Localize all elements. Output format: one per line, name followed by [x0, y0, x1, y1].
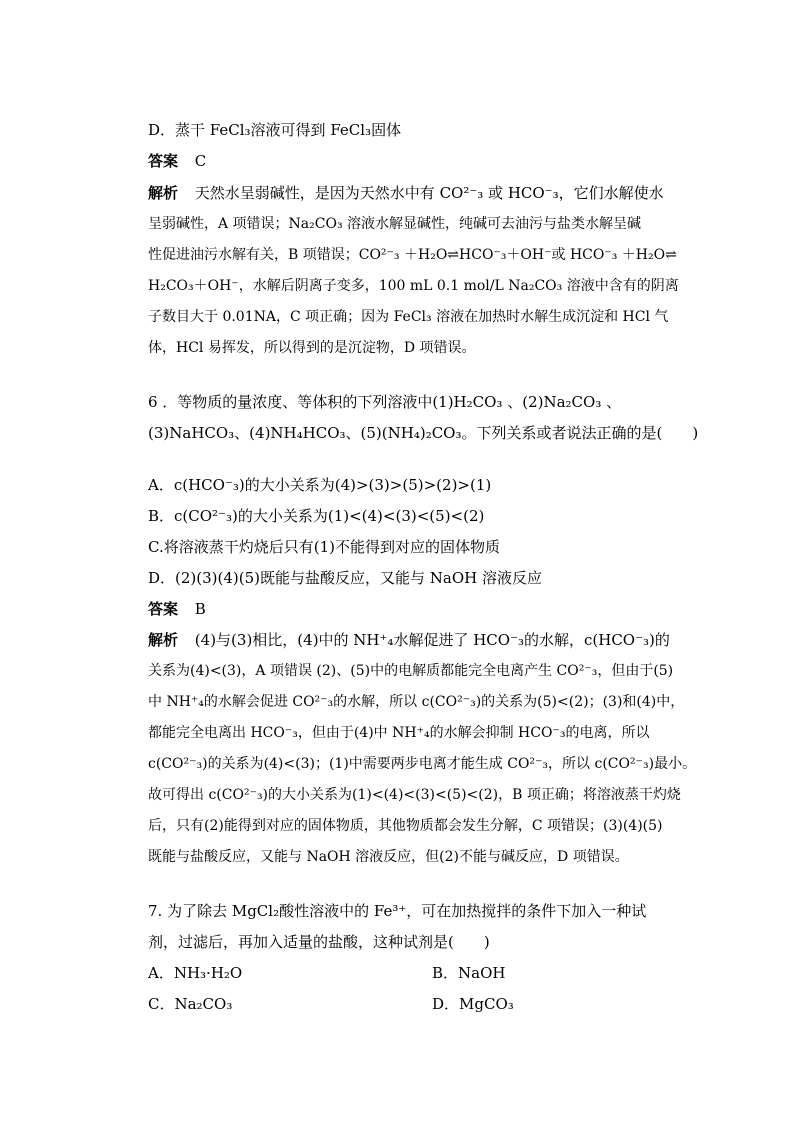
explanation-q6-line5: c(CO²⁻₃)的关系为(4)<(3)；(1)中需要两步电离才能生成 CO²⁻₃，所以 c(CO²⁻₃)最小。: [148, 756, 697, 772]
question-6-option-b: B．c(CO²⁻₃)的大小关系为(1)<(4)<(3)<(5)<(2): [148, 507, 485, 525]
question-7-option-b: B．NaOH: [432, 964, 506, 982]
explanation-text: 天然水呈弱碱性，是因为天然水中有 CO²⁻₃ 或 HCO⁻₃，它们水解使水: [194, 184, 664, 202]
answer-label: 答案: [148, 600, 179, 618]
explanation-q6-line4: 都能完全电离出 HCO⁻₃，但由于(4)中 NH⁺₄的水解会抑制 HCO⁻₃的电离，所以: [148, 725, 650, 741]
question-6-line2: (3)NaHCO₃、(4)NH₄HCO₃、(5)(NH₄)₂CO₃。下列关系或者说法正确的是( ): [148, 424, 699, 442]
answer-value: C: [194, 152, 207, 170]
question-7-option-d: D．MgCO₃: [432, 995, 514, 1013]
question-7-line1: 7. 为了除去 MgCl₂酸性溶液中的 Fe³⁺，可在加热搅拌的条件下加入一种试: [148, 902, 647, 920]
explanation-q5-line2: 呈弱碱性，A 项错误；Na₂CO₃ 溶液水解显碱性，纯碱可去油污与盐类水解呈碱: [148, 216, 642, 232]
explanation-q6-line3: 中 NH⁺₄的水解会促进 CO²⁻₃的水解，所以 c(CO²⁻₃)的关系为(5)<(2)；(3)和(4)中，: [148, 694, 685, 710]
question-6-line1: 6 ．等物质的量浓度、等体积的下列溶液中(1)H₂CO₃ 、(2)Na₂CO₃ 、: [148, 393, 622, 411]
explanation-q6-line1: [148, 630, 670, 650]
option-d-q5: D．蒸干 FeCl₃溶液可得到 FeCl₃固体: [148, 121, 402, 139]
explanation-q5-line6: 体，HCl 易挥发，所以得到的是沉淀物，D 项错误。: [148, 340, 476, 356]
answer-value: B: [194, 600, 206, 618]
question-7-option-a: A．NH₃·H₂O: [148, 964, 243, 982]
explanation-q5-line5: 子数目大于 0.01NA，C 项正确；因为 FeCl₃ 溶液在加热时水解生成沉淀和 HCl 气: [148, 309, 669, 325]
question-6-option-d: D．(2)(3)(4)(5)既能与盐酸反应，又能与 NaOH 溶液反应: [148, 569, 543, 587]
question-6-option-a: A．c(HCO⁻₃)的大小关系为(4)>(3)>(5)>(2)>(1): [148, 476, 492, 494]
question-6-option-c: C.将溶液蒸干灼烧后只有(1)不能得到对应的固体物质: [148, 538, 500, 556]
explanation-q5-line1: [148, 183, 664, 203]
explanation-text: (4)与(3)相比，(4)中的 NH⁺₄水解促进了 HCO⁻₃的水解，c(HCO⁻₃)的: [194, 631, 670, 649]
answer-label: 答案: [148, 152, 179, 170]
explanation-q6-line2: 关系为(4)<(3)，A 项错误 (2)、(5)中的电解质都能完全电离产生 CO²⁻₃，但由于(5): [148, 663, 674, 679]
explanation-q6-line6: 故可得出 c(CO²⁻₃)的大小关系为(1)<(4)<(3)<(5)<(2)，B 项正确；将溶液蒸干灼烧: [148, 787, 681, 803]
answer-q6: [148, 599, 206, 619]
explanation-label: 解析: [148, 631, 179, 649]
explanation-q5-line4: H₂CO₃＋OH⁻，水解后阴离子变多，100 mL 0.1 mol/L Na₂CO₃ 溶液中含有的阴离: [148, 278, 679, 294]
question-7-line2: 剂，过滤后，再加入适量的盐酸，这种试剂是( ): [148, 933, 490, 951]
explanation-label: 解析: [148, 184, 179, 202]
explanation-q5-line3: 性促进油污水解有关，B 项错误；CO²⁻₃ ＋H₂O⇌HCO⁻₃＋OH⁻或 HCO⁻₃ ＋H₂O⇌: [148, 247, 677, 263]
question-7-option-c: C．Na₂CO₃: [148, 995, 233, 1013]
answer-q5: [148, 151, 206, 171]
explanation-q6-line7: 后，只有(2)能得到对应的固体物质，其他物质都会发生分解，C 项错误；(3)(4)(5): [148, 818, 663, 834]
explanation-q6-line8: 既能与盐酸反应，又能与 NaOH 溶液反应，但(2)不能与碱反应，D 项错误。: [148, 849, 629, 865]
